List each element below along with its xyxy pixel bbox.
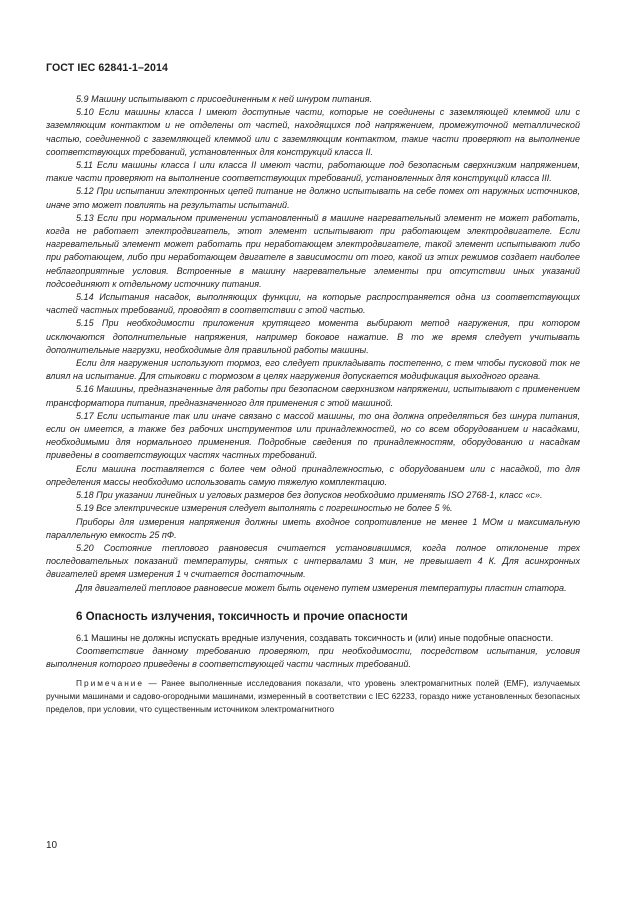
paragraph-5-12: 5.12 При испытании электронных цепей питание не должно испытывать на себе помех от наружных источников, иначе это может повлиять на результаты испытаний. [46,186,580,210]
paragraph-5-10: 5.10 Если машины класса I имеют доступные части, которые не соединены с заземляющей клеммой или с заземляющим контактом и не отделены от частей, находящихся под напряжением, промежуточной металлической частью, соединенной с заземляющей клеммой или с заземляющим контактом, такие части проверяют на выполнение соответствующих требований, установленных для конструкций класса II. [46,107,580,157]
document-header: ГОСТ IEC 62841-1–2014 [46,62,168,74]
note-label: Примечание [76,678,145,689]
note [46,677,580,715]
document-body [46,93,580,715]
paragraph-5-18: 5.18 При указании линейных и угловых размеров без допусков необходимо применять ISO 2768-1, класс «с». [76,490,543,501]
page-number: 10 [46,840,58,851]
paragraph-5-11: 5.11 Если машины класса I или класса II имеют части, работающие под безопасным сверхнизким напряжением, такие части проверяют на выполнение соответствующих требований, установленных для конструкций класса III. [46,160,580,184]
paragraph-5-20-stator: Для двигателей тепловое равновесие может быть оценено путем измерения температуры пластин статора. [76,582,567,593]
paragraph-5-20: 5.20 Состояние теплового равновесия считается установившимся, когда полное отклонение трех последовательных показаний температуры, снятых с интервалами 3 мин, не превышает 4 К. Для асинхронных двигателей время измерения 1 ч считается достаточным. [46,542,580,580]
paragraph-5-13: 5.13 Если при нормальном применении установленный в машине нагревательный элемент не может работать, когда не работает электродвигатель, этот элемент испытывают при работающем электродвигателе. Если нагревательный элемент может работать при неработающем электродвигателе, такой элемент испытывают либо при работающем, либо при неработающем двигателе в зависимости от того, какой из этих режимов создает наиболее неблагоприятные условия. Встроенные в машину нагревательные элементы при отсутствии иных указаний подсоединяют к отдельному источнику питания. [46,212,580,289]
paragraph-5-17-accessories: Если машина поставляется с более чем одной принадлежностью, с оборудованием или с насадкой, то для определения массы необходимо использовать самую тяжелую комплектацию. [46,463,580,487]
paragraph-5-15: 5.15 При необходимости приложения крутящего момента выбирают метод нагружения, при котором исключаются дополнительные напряжения, например боковое нажатие. В то же время следует учитывать дополнительные нагрузки, необходимые для правильной работы машины. [46,318,580,355]
paragraph-5-9: 5.9 Машину испытывают с присоединенным к ней шнуром питания. [76,94,373,104]
paragraph-5-15-brake: Если для нагружения используют тормоз, его следует прикладывать постепенно, с тем чтобы пусковой ток не влиял на испытание. Для стыковки с тормозом в целях нагружения допускается модификация выходного органа. [46,358,580,382]
paragraph-6-1: 6.1 Машины не должны испускать вредные излучения, создавать токсичность и (или) иные подобные опасности. [76,632,554,643]
paragraph-5-17: 5.17 Если испытание так или иначе связано с массой машины, то она должна определяться без шнура питания, если он имеется, а также без рабочих инструментов или принадлежностей, но со всем оборудованием и насадками, необходимыми для нормального применения. Подробные сведения по принадлежностям, оборудованию и насадкам приведены в соответствующих частях частных требований. [46,410,580,461]
paragraph-5-14: 5.14 Испытания насадок, выполняющих функции, на которые распространяется одна из соответствующих частей частных требований, проводят в соответствии с этой частью. [46,292,580,316]
paragraph-5-19: 5.19 Все электрические измерения следует выполнять с погрешностью не более 5 %. [76,503,453,514]
section-6-title: 6 Опасность излучения, токсичность и прочие опасности [76,609,408,623]
paragraph-6-1-compliance: Соответствие данному требованию проверяют, при необходимости, посредством испытания, условия выполнения которого приведены в соответствующей части частных требований. [46,645,580,670]
paragraph-5-19-instruments: Приборы для измерения напряжения должны иметь входное сопротивление не менее 1 МОм и максимальную параллельную емкость 25 пФ. [46,516,580,540]
paragraph-5-16: 5.16 Машины, предназначенные для работы при безопасном сверхнизком напряжении, испытывают с применением трансформатора питания, предназначенного для применения с этой машиной. [46,384,580,408]
note-text: — Ранее выполненные исследования показали, что уровень электромагнитных полей (EMF), излучаемых ручными машинами и садово-огородными машинами, измеренный в соответствии с IEC 62233, гораздо ниже установленных безопасных пределов, при условии, что существенным источником электромагнитного [46,678,580,714]
